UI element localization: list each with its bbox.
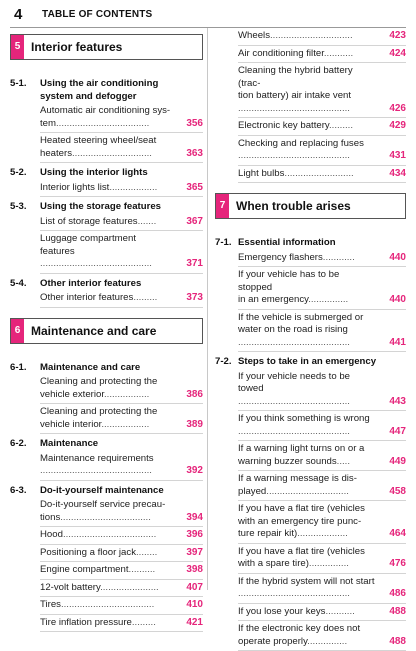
entry-text: Cleaning and protecting the: [40, 406, 158, 417]
toc-entry[interactable]: [238, 250, 406, 268]
page-ref: 441: [389, 336, 406, 348]
leader-dots: ..................: [101, 418, 150, 430]
leader-dots: ..........: [128, 564, 156, 575]
leader-dots: ..................................: [60, 511, 151, 523]
entry-text: tions: [40, 511, 61, 523]
subsection-number: 5-1.: [10, 78, 27, 89]
leader-dots: .........: [133, 292, 158, 303]
entry-text: in an emergency: [238, 294, 309, 305]
page-ref: 367: [186, 215, 203, 227]
entry-text: Tire inflation pressure: [40, 616, 132, 628]
page-ref: 365: [186, 181, 203, 193]
entry-text: If the hybrid system will not start: [238, 575, 375, 587]
page-ref: 394: [186, 511, 203, 523]
subsection-number: 7-1.: [215, 237, 232, 248]
entry-text: If you have a flat tire (vehicles: [238, 545, 365, 557]
leader-dots: ........: [136, 546, 158, 558]
entry-text: If your vehicle has to be stopped: [238, 269, 340, 293]
toc-entry[interactable]: [238, 574, 406, 604]
entry-text: vehicle exterior: [40, 388, 104, 400]
toc-entry[interactable]: [40, 374, 203, 404]
entry-text: Light bulbs: [238, 167, 285, 179]
page-ref: 458: [389, 485, 406, 497]
subsection-5-3: [10, 201, 203, 214]
left-column: [10, 28, 203, 632]
page-ref: 447: [389, 425, 406, 437]
page-ref: 488: [389, 635, 406, 647]
page-ref: 410: [186, 599, 203, 610]
page-ref: 421: [186, 616, 203, 628]
entry-text: with a spare tire): [238, 558, 309, 569]
header-title: TABLE OF CONTENTS: [42, 9, 153, 20]
subsection-6-2: [10, 438, 203, 451]
entry-text: Positioning a floor jack: [40, 546, 136, 558]
subsection-title: Maintenance: [40, 438, 99, 449]
toc-entry[interactable]: [40, 214, 203, 232]
leader-dots: ...................: [297, 528, 348, 539]
entry-text: Heated steering wheel/seat: [40, 135, 157, 146]
leader-dots: ......................: [100, 581, 159, 593]
leader-dots: ...............................: [270, 30, 353, 41]
subsection-number: 5-4.: [10, 277, 27, 289]
subsection-title: system and defogger: [40, 90, 137, 102]
leader-dots: ...............: [308, 294, 349, 305]
page-ref: 386: [186, 388, 203, 400]
leader-dots: ..............................: [72, 147, 152, 159]
entry-text: played: [238, 485, 267, 497]
subsection-5-1: [10, 78, 203, 103]
toc-entry[interactable]: [238, 267, 406, 310]
section-title: Maintenance and care: [31, 323, 157, 338]
entry-text: If a warning light turns on or a: [238, 443, 365, 454]
subsection-6-1: [10, 362, 203, 375]
toc-entry[interactable]: [238, 604, 406, 622]
subsection-title: Other interior features: [40, 277, 142, 289]
subsection-number: 5-3.: [10, 201, 27, 212]
subsection-6-3: [10, 485, 203, 498]
leader-dots: ..........................................: [238, 588, 350, 599]
section-title: Interior features: [31, 40, 123, 54]
toc-entry[interactable]: [40, 451, 203, 481]
subsection-5-2: [10, 167, 203, 180]
page-ref: 476: [389, 558, 406, 569]
entry-text: operate properly: [238, 635, 308, 647]
toc-entry[interactable]: [238, 441, 406, 471]
toc-entry[interactable]: [40, 103, 203, 133]
subsection-title: Maintenance and care: [40, 361, 141, 373]
leader-dots: .....: [336, 455, 350, 467]
entry-text: If you lose your keys: [238, 605, 326, 617]
section-7-heading[interactable]: [215, 193, 406, 219]
leader-dots: ..........................................: [238, 336, 350, 348]
leader-dots: ..........................................: [238, 425, 350, 437]
toc-entry[interactable]: [40, 180, 203, 198]
toc-entry[interactable]: [40, 580, 203, 598]
entry-text: List of storage features: [40, 215, 138, 227]
section-number: 6: [11, 319, 24, 343]
leader-dots: ..........................................: [40, 465, 152, 476]
entry-text: with an emergency tire punc-: [238, 515, 362, 527]
leader-dots: ...............................: [266, 485, 349, 497]
entry-text: If the electronic key does not: [238, 623, 361, 634]
toc-entry[interactable]: [40, 290, 203, 308]
page-ref: 407: [186, 581, 203, 593]
page-ref: 363: [186, 147, 203, 159]
subsection-title: Using the interior lights: [40, 167, 148, 178]
leader-dots: .................: [104, 388, 150, 400]
leader-dots: ...........: [325, 605, 355, 617]
leader-dots: ..........................................: [238, 102, 350, 114]
toc-entry[interactable]: [40, 527, 203, 545]
leader-dots: ...................................: [56, 117, 150, 129]
entry-text: Automatic air conditioning sys-: [40, 105, 171, 116]
subsection-number: 6-2.: [10, 438, 27, 449]
page-ref: 440: [389, 251, 406, 263]
entry-text: tem: [40, 117, 56, 129]
entry-text: tion battery) air intake vent: [238, 90, 352, 101]
page-ref: 434: [389, 167, 406, 179]
toc-entry[interactable]: [238, 166, 406, 184]
toc-entry[interactable]: [238, 136, 406, 166]
column-divider: [207, 28, 208, 590]
toc-entry[interactable]: [238, 544, 406, 574]
toc-entry[interactable]: [238, 310, 406, 353]
toc-entry[interactable]: [238, 501, 406, 544]
leader-dots: ...........: [323, 47, 354, 59]
leader-dots: .........: [329, 120, 353, 131]
leader-dots: ..........................: [284, 167, 354, 179]
toc-entry[interactable]: [238, 46, 406, 64]
page-ref: 443: [389, 395, 406, 407]
entry-text: If your vehicle needs to be towed: [238, 370, 350, 394]
page-ref: 396: [186, 529, 203, 540]
page-ref: 431: [389, 150, 406, 161]
page-ref: 440: [389, 294, 406, 305]
entry-text: If you think something is wrong: [238, 413, 370, 424]
subsection-title: Steps to take in an emergency: [238, 356, 377, 367]
entry-text: water on the road is rising: [238, 324, 348, 335]
entry-text: Emergency flashers: [238, 251, 323, 263]
leader-dots: ...................................: [62, 529, 157, 540]
toc-entry[interactable]: [40, 404, 203, 434]
subsection-number: 6-3.: [10, 484, 27, 496]
subsection-title: Do-it-yourself maintenance: [40, 484, 164, 496]
page-ref: 464: [389, 528, 406, 539]
entry-text: If a warning message is dis-: [238, 473, 357, 484]
toc-entry[interactable]: [40, 133, 203, 163]
subsection-5-4: [10, 278, 203, 291]
leader-dots: ..........................................: [40, 258, 152, 269]
entry-text: Other interior features: [40, 292, 134, 303]
leader-dots: ............: [322, 251, 355, 263]
page-ref: 424: [389, 47, 406, 59]
section-6-heading[interactable]: [10, 318, 203, 344]
leader-dots: .......: [137, 215, 157, 227]
page-ref: 397: [186, 546, 203, 558]
subsection-number: 7-2.: [215, 356, 232, 367]
leader-dots: ...............: [307, 635, 348, 647]
entry-text: 12-volt battery: [40, 581, 101, 593]
entry-text: heaters: [40, 147, 72, 159]
toc-entry[interactable]: [238, 411, 406, 441]
entry-text: Maintenance requirements: [40, 452, 154, 464]
entry-text: Wheels: [238, 30, 270, 41]
entry-text: Luggage compartment features: [40, 233, 136, 257]
leader-dots: ..........................................: [238, 395, 350, 407]
subsection-title: Using the air conditioning: [40, 78, 159, 89]
toc-entry[interactable]: [238, 118, 406, 136]
toc-entry[interactable]: [238, 369, 406, 412]
entry-text: Do-it-yourself service precau-: [40, 499, 166, 510]
section-number: 5: [11, 35, 24, 59]
subsection-7-2: [215, 356, 406, 369]
page-ref: 373: [186, 292, 203, 303]
page-ref: 449: [389, 455, 406, 467]
page-ref: 392: [186, 465, 203, 476]
page-ref: 488: [389, 605, 406, 617]
leader-dots: ...................................: [60, 599, 155, 610]
subsection-title: Using the storage features: [40, 201, 162, 212]
entry-text: Air conditioning filter: [238, 47, 324, 59]
toc-entry[interactable]: [40, 497, 203, 527]
leader-dots: ..................: [109, 181, 158, 193]
subsection-title: Essential information: [238, 237, 336, 248]
page-ref: 371: [186, 258, 203, 269]
section-title: When trouble arises: [236, 199, 351, 213]
toc-entry[interactable]: [40, 597, 203, 615]
page-number: 4: [14, 6, 23, 23]
toc-entry[interactable]: [40, 545, 203, 563]
toc-entry[interactable]: [40, 562, 203, 580]
entry-text: If the vehicle is submerged or: [238, 311, 364, 323]
entry-text: Cleaning and protecting the: [40, 376, 158, 387]
leader-dots: ..........................................: [238, 150, 350, 161]
page-ref: 486: [389, 588, 406, 599]
subsection-number: 6-1.: [10, 361, 27, 373]
page-ref: 429: [389, 120, 406, 131]
section-5-heading[interactable]: [10, 34, 203, 60]
subsection-7-1: [215, 237, 406, 250]
page-ref: 389: [186, 418, 203, 430]
toc-entry[interactable]: [238, 63, 406, 118]
toc-entry[interactable]: [238, 621, 406, 651]
leader-dots: ...............: [308, 558, 349, 569]
toc-entry[interactable]: [238, 28, 406, 46]
toc-entry[interactable]: [40, 231, 203, 274]
entry-text: If you have a flat tire (vehicles: [238, 503, 365, 514]
entry-text: ture repair kit): [238, 528, 298, 539]
leader-dots: .........: [131, 616, 156, 628]
entry-text: Electronic key battery: [238, 120, 329, 131]
entry-text: Interior lights list: [40, 181, 110, 193]
entry-text: warning buzzer sounds: [238, 455, 337, 467]
entry-text: Tires: [40, 599, 61, 610]
page-ref: 426: [389, 102, 406, 114]
subsection-number: 5-2.: [10, 167, 27, 178]
entry-text: Cleaning the hybrid battery (trac-: [238, 65, 353, 89]
toc-entry[interactable]: [40, 615, 203, 633]
page-ref: 356: [186, 117, 203, 129]
entry-text: vehicle interior: [40, 418, 102, 430]
entry-text: Engine compartment: [40, 564, 129, 575]
entry-text: Hood: [40, 529, 63, 540]
right-column: [215, 28, 406, 651]
toc-entry[interactable]: [238, 471, 406, 501]
section-number: 7: [216, 194, 229, 218]
entry-text: Checking and replacing fuses: [238, 137, 364, 149]
page-ref: 398: [186, 564, 203, 575]
page-ref: 423: [389, 30, 406, 41]
